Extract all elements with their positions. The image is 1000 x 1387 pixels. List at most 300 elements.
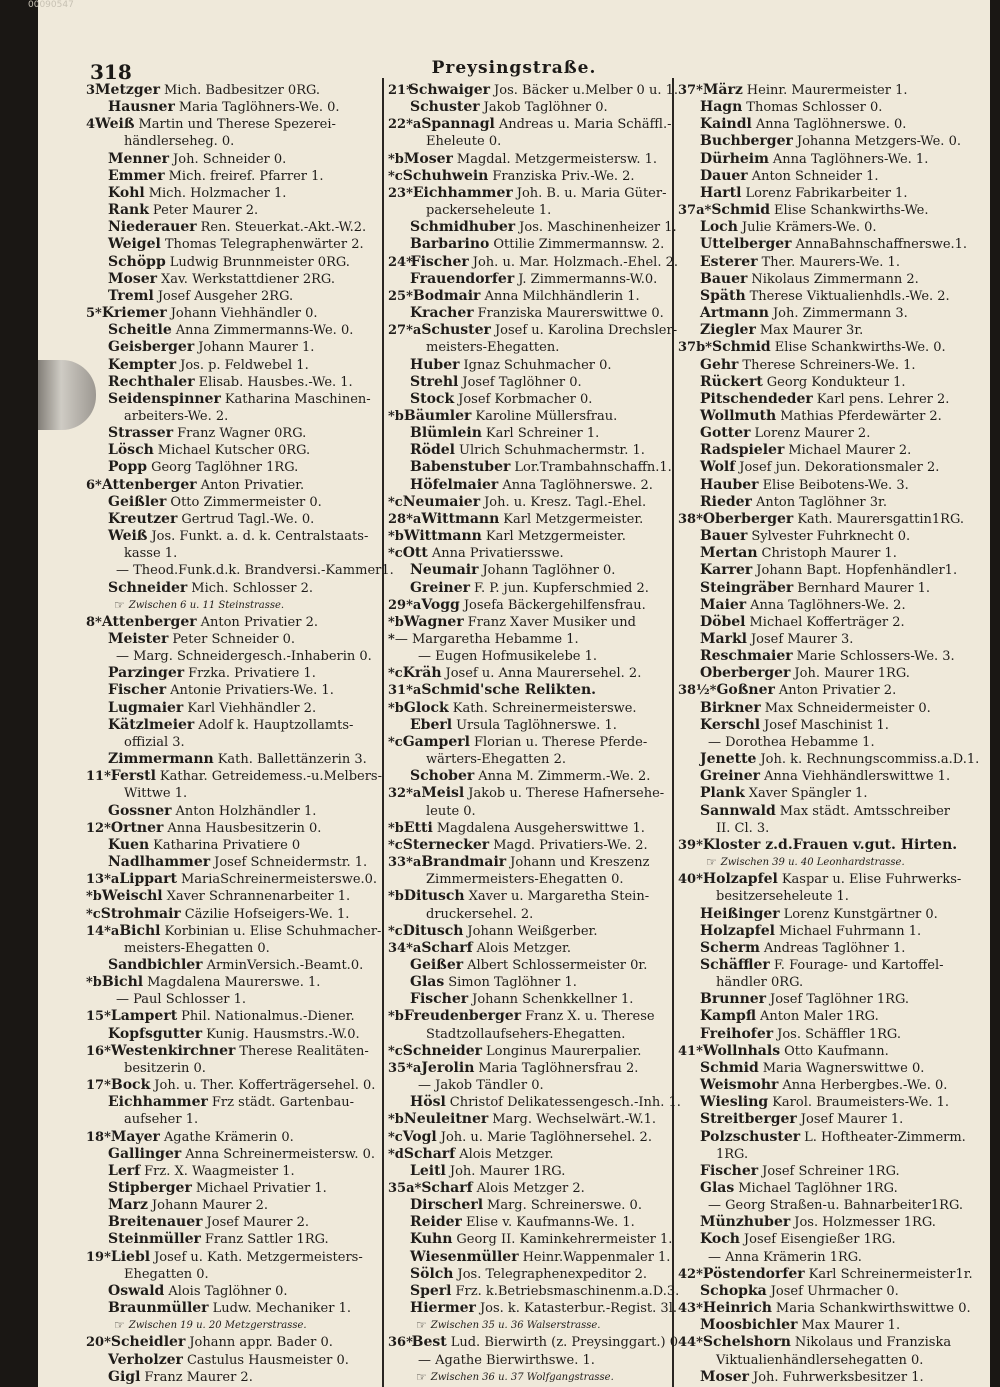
- resident-surname: Radspieler: [700, 442, 785, 459]
- resident-surname: Stipberger: [108, 1180, 192, 1196]
- resident-details: Karl pens. Lehrer 2.: [816, 391, 950, 407]
- house-number: 33*a: [388, 855, 422, 871]
- resident-details: Ottilie Zimmermannsw. 2.: [493, 237, 665, 253]
- directory-entry: [86, 1043, 382, 1060]
- directory-entry: [388, 597, 678, 614]
- directory-entry: [678, 1180, 988, 1197]
- resident-surname: Streitberger: [700, 1111, 797, 1128]
- resident-surname: Plank: [700, 785, 745, 802]
- directory-entry: [388, 99, 678, 116]
- directory-entry: [388, 357, 678, 374]
- directory-entry: [678, 219, 988, 236]
- resident-surname: Döbel: [700, 613, 746, 630]
- resident-surname: Babenstuber: [410, 459, 511, 476]
- resident-details: Otto Kaufmann.: [784, 1043, 889, 1059]
- directory-entry: [86, 271, 382, 288]
- resident-details: — Eugen Hofmusikelebe 1.: [418, 649, 597, 665]
- directory-entry: [388, 991, 678, 1008]
- directory-entry: [388, 236, 678, 253]
- resident-surname: Hartl: [700, 184, 742, 201]
- directory-entry: [86, 339, 382, 356]
- directory-entry: [86, 545, 382, 562]
- resident-details: Anton Taglöhner 3r.: [755, 494, 887, 510]
- directory-entry: [86, 1094, 382, 1111]
- resident-surname: Weismohr: [700, 1077, 779, 1094]
- resident-surname: Parzinger: [108, 665, 185, 682]
- resident-details: Kath. Schreinermeisterswe.: [452, 700, 637, 716]
- resident-details: Lorenz Maurer 2.: [754, 426, 871, 442]
- resident-surname: Kempter: [108, 356, 177, 373]
- resident-surname: Bäumler: [403, 407, 472, 424]
- pointing-hand-icon: ☞: [114, 1318, 125, 1333]
- resident-surname: Geißer: [410, 956, 464, 973]
- resident-surname: Jerolin: [421, 1059, 475, 1076]
- resident-surname: Lerf: [108, 1162, 141, 1179]
- resident-details: Franziska Maurerswittwe 0.: [477, 306, 664, 322]
- resident-surname: Wollnhals: [702, 1042, 781, 1059]
- resident-surname: Reschmaier: [700, 648, 793, 665]
- directory-entry: [678, 133, 988, 150]
- resident-details: Franz Xaver Musiker und: [467, 614, 636, 630]
- resident-details: Georg Taglöhner 1RG.: [151, 460, 299, 476]
- resident-details: Anton Holzhändler 1.: [175, 803, 317, 819]
- directory-entry: [678, 1146, 988, 1163]
- resident-surname: Scherm: [700, 939, 760, 956]
- resident-details: Max Schneidermeister 0.: [764, 700, 931, 716]
- cross-street-note: [388, 1369, 678, 1386]
- resident-details: Cäzilie Hofseigers-We. 1.: [184, 906, 350, 922]
- resident-surname: Scharf: [403, 1145, 456, 1162]
- resident-details: Kaspar u. Elise Fuhrwerks-: [781, 872, 962, 888]
- resident-details: Anton Privatier.: [200, 477, 305, 493]
- directory-entry: [86, 906, 382, 923]
- resident-details: Frz. k.Betriebsmaschinenm.a.D.3.: [455, 1283, 680, 1299]
- resident-details: Georg II. Kaminkehrermeister 1.: [456, 1232, 673, 1248]
- resident-details: Joh. Maurer 1RG.: [449, 1163, 566, 1179]
- resident-surname: Menner: [108, 150, 170, 167]
- resident-surname: Späth: [700, 287, 746, 304]
- resident-surname: Koch: [700, 1231, 740, 1248]
- resident-details: Thomas Telegraphenwärter 2.: [164, 237, 364, 253]
- resident-surname: Bock: [110, 1077, 151, 1094]
- resident-details: Xav. Werkstattdiener 2RG.: [161, 271, 335, 287]
- resident-surname: Polzschuster: [700, 1128, 801, 1145]
- resident-details: — Jakob Tändler 0.: [418, 1078, 544, 1094]
- resident-details: Kathar. Getreidemess.-u.Melbers-: [159, 769, 382, 785]
- resident-details: Marg. Wechselwärt.-W.1.: [492, 1112, 657, 1128]
- resident-details: Michael Kofferträger 2.: [749, 614, 905, 630]
- directory-entry: [86, 425, 382, 442]
- directory-entry: [86, 768, 382, 785]
- directory-entry: [86, 785, 382, 802]
- resident-details: Elise Schankwirths-We. 0.: [774, 340, 946, 356]
- resident-surname: Pitschendeder: [700, 390, 813, 407]
- directory-entry: [86, 236, 382, 253]
- directory-entry: [678, 888, 988, 905]
- resident-details: Michael Fuhrmann 1.: [778, 923, 922, 939]
- resident-details: F. Fourage- und Kartoffel-: [773, 957, 944, 973]
- directory-entry: [678, 82, 988, 99]
- directory-entry: [86, 185, 382, 202]
- house-number: *b: [388, 1112, 404, 1128]
- resident-surname: Schmid: [711, 339, 771, 356]
- resident-surname: Heinrich: [702, 1300, 772, 1317]
- resident-surname: Fischer: [700, 1162, 759, 1179]
- directory-entry: [86, 991, 382, 1008]
- resident-surname: Markl: [700, 631, 747, 647]
- directory-entry: [388, 1026, 678, 1043]
- directory-entry: [86, 631, 382, 648]
- directory-entry: [388, 477, 678, 494]
- directory-entry: [86, 580, 382, 597]
- resident-surname: Mayer: [110, 1128, 160, 1145]
- resident-details: Mich. freiref. Pfarrer 1.: [168, 168, 324, 184]
- directory-entry: [388, 1163, 678, 1180]
- house-number: 39*: [678, 837, 703, 853]
- resident-surname: Heißinger: [700, 905, 780, 922]
- resident-details: J. Zimmermanns-W.0.: [518, 271, 658, 287]
- resident-surname: Leitl: [410, 1162, 446, 1179]
- resident-details: — Dorothea Hebamme 1.: [708, 734, 875, 750]
- resident-details: Anton Schneider 1.: [751, 168, 879, 184]
- resident-details: Anna Zimmermanns-We. 0.: [175, 323, 354, 339]
- resident-surname: Rödel: [410, 442, 455, 459]
- directory-entry: [678, 271, 988, 288]
- resident-details: Joh. B. u. Maria Güter-: [516, 185, 667, 201]
- resident-details: ArminVersich.-Beamt.0.: [206, 957, 364, 973]
- resident-details: Julie Krämers-We. 0.: [741, 220, 877, 236]
- resident-details: — Agathe Bierwirthswe. 1.: [418, 1352, 595, 1368]
- resident-surname: Rechthaler: [108, 373, 195, 390]
- directory-entry: [86, 665, 382, 682]
- resident-details: Johann Schenkkellner 1.: [472, 992, 634, 1008]
- resident-surname: Jenette: [700, 751, 757, 768]
- resident-details: Josef Taglöhner 1RG.: [770, 992, 909, 1008]
- directory-entry: [388, 116, 678, 133]
- resident-surname: Kätzlmeier: [108, 716, 195, 733]
- directory-entry: [388, 923, 678, 940]
- resident-surname: Hausner: [108, 99, 175, 116]
- resident-surname: Strehl: [410, 373, 459, 390]
- resident-surname: Oberberger: [702, 510, 794, 527]
- resident-surname: Moser: [108, 270, 157, 287]
- resident-details: Korbinian u. Elise Schuhmacher-: [164, 923, 382, 939]
- resident-surname: Verholzer: [108, 1351, 183, 1368]
- resident-details: packerseheleute 1.: [426, 203, 552, 219]
- directory-entry: [678, 734, 988, 751]
- resident-surname: Maier: [700, 596, 747, 613]
- resident-surname: Metzger: [95, 82, 160, 98]
- resident-details: Georg Kondukteur 1.: [766, 374, 906, 390]
- directory-entry: [86, 477, 382, 494]
- house-number: *b: [388, 700, 404, 716]
- resident-details: Xaver Spängler 1.: [748, 786, 868, 802]
- directory-entry: [86, 888, 382, 905]
- directory-entry: [678, 631, 988, 648]
- resident-details: Marg. Schreinerswe. 0.: [487, 1198, 642, 1214]
- resident-surname: Blümlein: [410, 425, 482, 442]
- resident-details: Max städt. Amtsschreiber: [779, 803, 950, 819]
- directory-entry: [388, 425, 678, 442]
- directory-entry: [86, 1300, 382, 1317]
- directory-entry: [388, 1334, 678, 1351]
- resident-details: Peter Maurer 2.: [152, 203, 259, 219]
- resident-surname: Dauer: [700, 167, 748, 184]
- resident-details: Maria Schankwirthswittwe 0.: [775, 1301, 971, 1317]
- directory-entry: [678, 837, 988, 854]
- resident-details: Karol. Braumeisters-We. 1.: [772, 1095, 950, 1111]
- directory-entry: [678, 1043, 988, 1060]
- resident-details: Lor.Trambahnschaffn.1.: [514, 460, 672, 476]
- resident-details: Therese Schreiners-We. 1.: [742, 357, 916, 373]
- resident-details: Gertrud Tagl.-We. 0.: [181, 511, 315, 527]
- directory-entry: [678, 168, 988, 185]
- resident-surname: Geisberger: [108, 339, 195, 356]
- resident-surname: Münzhuber: [700, 1214, 791, 1231]
- resident-details: Castulus Hausmeister 0.: [186, 1352, 349, 1368]
- house-number: 16*: [86, 1043, 111, 1059]
- resident-surname: Eberl: [410, 716, 453, 733]
- resident-details: Karl Schreinermeister1r.: [808, 1266, 973, 1282]
- directory-entry: [678, 1094, 988, 1111]
- resident-details: Jakob Taglöhner 0.: [483, 100, 608, 116]
- resident-details: Simon Taglöhner 1.: [448, 975, 577, 991]
- resident-details: Magdalena Maurerswe. 1.: [147, 975, 321, 991]
- directory-entry: [388, 1352, 678, 1369]
- resident-details: Agathe Krämerin 0.: [163, 1129, 294, 1145]
- directory-entry: [388, 871, 678, 888]
- house-number: 24*: [388, 254, 413, 270]
- resident-surname: Gamperl: [402, 733, 470, 750]
- directory-entry: [388, 408, 678, 425]
- resident-surname: Gigl: [108, 1368, 141, 1385]
- directory-entry: [678, 1129, 988, 1146]
- resident-surname: Schmid: [711, 202, 771, 219]
- resident-surname: Scharf: [421, 939, 473, 956]
- resident-surname: Weiß: [108, 528, 148, 545]
- resident-details: Franz Wagner 0RG.: [177, 426, 307, 442]
- resident-details: arbeiters-We. 2.: [124, 408, 229, 424]
- resident-surname: Schelshorn: [702, 1334, 791, 1351]
- resident-details: Anna M. Zimmerm.-We. 2.: [478, 769, 651, 785]
- directory-entry: [86, 614, 382, 631]
- resident-surname: März: [702, 82, 743, 98]
- column-middle: [388, 82, 681, 1386]
- resident-details: Franz Sattler 1RG.: [204, 1232, 329, 1248]
- resident-details: Josef Schneidermstr. 1.: [214, 855, 368, 871]
- resident-surname: Strasser: [108, 425, 174, 442]
- directory-entry: [86, 288, 382, 305]
- resident-details: — Marg. Schneidergesch.-Inhaberin 0.: [116, 649, 372, 665]
- resident-surname: Neuleitner: [403, 1111, 489, 1128]
- resident-surname: Rank: [108, 202, 149, 219]
- house-number: 42*: [678, 1266, 703, 1282]
- resident-surname: Weigel: [108, 236, 161, 253]
- resident-details: Ulrich Schuhmachermstr. 1.: [459, 443, 645, 459]
- house-number: *c: [388, 666, 403, 682]
- resident-details: Alois Metzger.: [476, 940, 571, 956]
- resident-details: Ignaz Schuhmacher 0.: [463, 357, 612, 373]
- resident-details: Anna Taglöhners-We. 2.: [750, 597, 906, 613]
- directory-entry: [678, 425, 988, 442]
- directory-entry: [86, 1352, 382, 1369]
- resident-details: — Anna Krämerin 1RG.: [708, 1249, 862, 1265]
- resident-surname: Best: [411, 1334, 447, 1351]
- cross-street-note: [86, 597, 382, 614]
- resident-details: — Margaretha Hebamme 1.: [394, 632, 579, 647]
- resident-details: Franz Maurer 2.: [144, 1369, 253, 1385]
- directory-entry: [388, 1197, 678, 1214]
- directory-entry: [678, 494, 988, 511]
- directory-entry: [388, 1249, 678, 1266]
- directory-entry: [388, 1094, 681, 1111]
- directory-entry: [86, 1197, 382, 1214]
- resident-details: MariaSchreinermeisterswe.0.: [180, 872, 378, 888]
- resident-details: Lorenz Fabrikarbeiter 1.: [745, 185, 908, 201]
- resident-details: Karoline Müllersfrau.: [475, 408, 618, 424]
- directory-entry: [388, 957, 678, 974]
- resident-details: Johann Maurer 2.: [151, 1198, 269, 1214]
- directory-entry: [678, 1060, 988, 1077]
- house-number: *b: [388, 1009, 404, 1025]
- directory-entry: [678, 1283, 988, 1300]
- resident-details: Ren. Steuerkat.-Akt.-W.2.: [200, 220, 367, 236]
- resident-details: Ludw. Mechaniker 1.: [212, 1301, 351, 1317]
- directory-entry: [86, 99, 382, 116]
- resident-details: Viktualienhändlersehegatten 0.: [716, 1352, 924, 1368]
- resident-surname: Stock: [410, 390, 455, 407]
- resident-surname: Barbarino: [410, 236, 490, 253]
- resident-surname: Wollmuth: [700, 407, 777, 424]
- resident-surname: Schmid: [700, 1059, 759, 1076]
- house-number: 6*: [86, 477, 102, 493]
- resident-details: Anna Hausbesitzerin 0.: [167, 820, 322, 836]
- directory-entry: [678, 99, 988, 116]
- resident-details: druckersehel. 2.: [426, 906, 534, 922]
- directory-entry: [678, 151, 988, 168]
- resident-details: Jos. Schäffler 1RG.: [777, 1026, 901, 1042]
- resident-details: Joh. u. Marie Taglöhnersehel. 2.: [440, 1129, 652, 1145]
- resident-surname: Emmer: [108, 167, 165, 184]
- resident-details: Nikolaus und Franziska: [794, 1335, 952, 1351]
- directory-entry: [388, 665, 678, 682]
- directory-entry: [388, 1214, 678, 1231]
- directory-entry: [388, 168, 678, 185]
- directory-entry: [388, 322, 678, 339]
- resident-details: Andreas Taglöhner 1.: [763, 940, 906, 956]
- directory-entry: [678, 717, 988, 734]
- resident-details: besitzerseheleute 1.: [716, 889, 849, 905]
- house-number: 27*a: [388, 323, 422, 339]
- resident-details: Josef u. Karolina Drechsler-: [494, 323, 678, 339]
- resident-surname: Ott: [402, 545, 428, 562]
- directory-entry: [678, 580, 988, 597]
- directory-entry: [86, 923, 382, 940]
- note-text: Zwischen 35 u. 36 Walserstrasse.: [430, 1320, 601, 1332]
- directory-entry: [678, 202, 988, 219]
- resident-surname: Neumaier: [402, 493, 481, 510]
- directory-entry: [678, 357, 988, 374]
- directory-entry: [86, 1266, 382, 1283]
- directory-entry: [388, 1008, 678, 1025]
- resident-surname: Uttelberger: [700, 236, 792, 253]
- resident-surname: Braunmüller: [108, 1300, 209, 1317]
- directory-entry: [86, 1214, 382, 1231]
- directory-entry: [388, 305, 678, 322]
- resident-surname: Bodmair: [412, 287, 481, 304]
- resident-details: Anna Herbergbes.-We. 0.: [782, 1078, 948, 1094]
- resident-surname: Bichl: [101, 974, 144, 991]
- house-number: 38½*: [678, 683, 717, 699]
- directory-entry: [678, 185, 988, 202]
- directory-entry: [86, 751, 382, 768]
- house-number: *c: [388, 546, 403, 562]
- house-number: *: [388, 632, 395, 647]
- house-number: *c: [388, 923, 403, 939]
- resident-details: kasse 1.: [124, 546, 178, 562]
- resident-details: Magd. Privatiers-We. 2.: [493, 837, 648, 853]
- directory-entry: [678, 442, 988, 459]
- directory-entry: [86, 682, 382, 699]
- resident-surname: Karrer: [700, 562, 753, 579]
- resident-details: Lorenz Kunstgärtner 0.: [783, 906, 938, 922]
- resident-details: Josef Maurer 2.: [206, 1215, 309, 1231]
- resident-surname: Glas: [410, 974, 445, 991]
- resident-details: Joh. u. Mar. Holzmach.-Ehel. 2.: [472, 254, 678, 270]
- resident-details: Magdal. Metzgermeistersw. 1.: [456, 151, 657, 167]
- directory-entry: [86, 494, 382, 511]
- house-number: 20*: [86, 1335, 111, 1351]
- directory-entry: [678, 785, 988, 802]
- resident-surname: Attenberger: [101, 613, 197, 630]
- resident-surname: Lösch: [108, 442, 154, 459]
- resident-surname: Spannagl: [421, 116, 495, 133]
- directory-entry: [86, 1077, 382, 1094]
- resident-details: Michael Taglöhner 1RG.: [738, 1181, 898, 1196]
- house-number: *d: [388, 1146, 404, 1162]
- directory-entry: [388, 1129, 678, 1146]
- resident-details: Ludwig Brunnmeister 0RG.: [169, 254, 350, 270]
- resident-details: Josefa Bäckergehilfensfrau.: [463, 597, 646, 613]
- house-number: 12*: [86, 820, 111, 836]
- resident-surname: Seidenspinner: [108, 390, 221, 407]
- resident-details: Magdalena Ausgeherswittwe 1.: [436, 820, 645, 836]
- column-left: [86, 82, 394, 1386]
- directory-entry: [86, 1129, 382, 1146]
- house-number: 28*a: [388, 511, 422, 527]
- resident-details: Kath. Maurersgattin1RG.: [797, 511, 965, 527]
- directory-entry: [678, 1231, 988, 1248]
- directory-entry: [86, 803, 382, 820]
- directory-entry: [678, 1300, 988, 1317]
- directory-entry: [388, 751, 678, 768]
- resident-details: Joh. Zimmermann 3.: [772, 306, 908, 322]
- resident-details: F. P. jun. Kupferschmied 2.: [474, 580, 649, 596]
- resident-surname: Fischer: [410, 253, 469, 270]
- resident-details: Karl Schreiner 1.: [485, 426, 600, 442]
- resident-surname: Steinmüller: [108, 1231, 201, 1248]
- directory-entry: [388, 1077, 678, 1094]
- house-number: 35a*: [388, 1181, 422, 1196]
- resident-surname: Glock: [403, 699, 449, 716]
- resident-surname: Geißler: [108, 493, 167, 510]
- resident-details: Antonie Privatiers-We. 1.: [170, 683, 334, 699]
- resident-details: Josef jun. Dekorationsmaler 2.: [739, 460, 940, 476]
- resident-surname: Freihofer: [700, 1025, 774, 1042]
- resident-surname: Höfelmaier: [410, 476, 499, 493]
- resident-surname: Nadlhammer: [108, 854, 211, 871]
- resident-details: Josef Maurer 3.: [750, 632, 854, 647]
